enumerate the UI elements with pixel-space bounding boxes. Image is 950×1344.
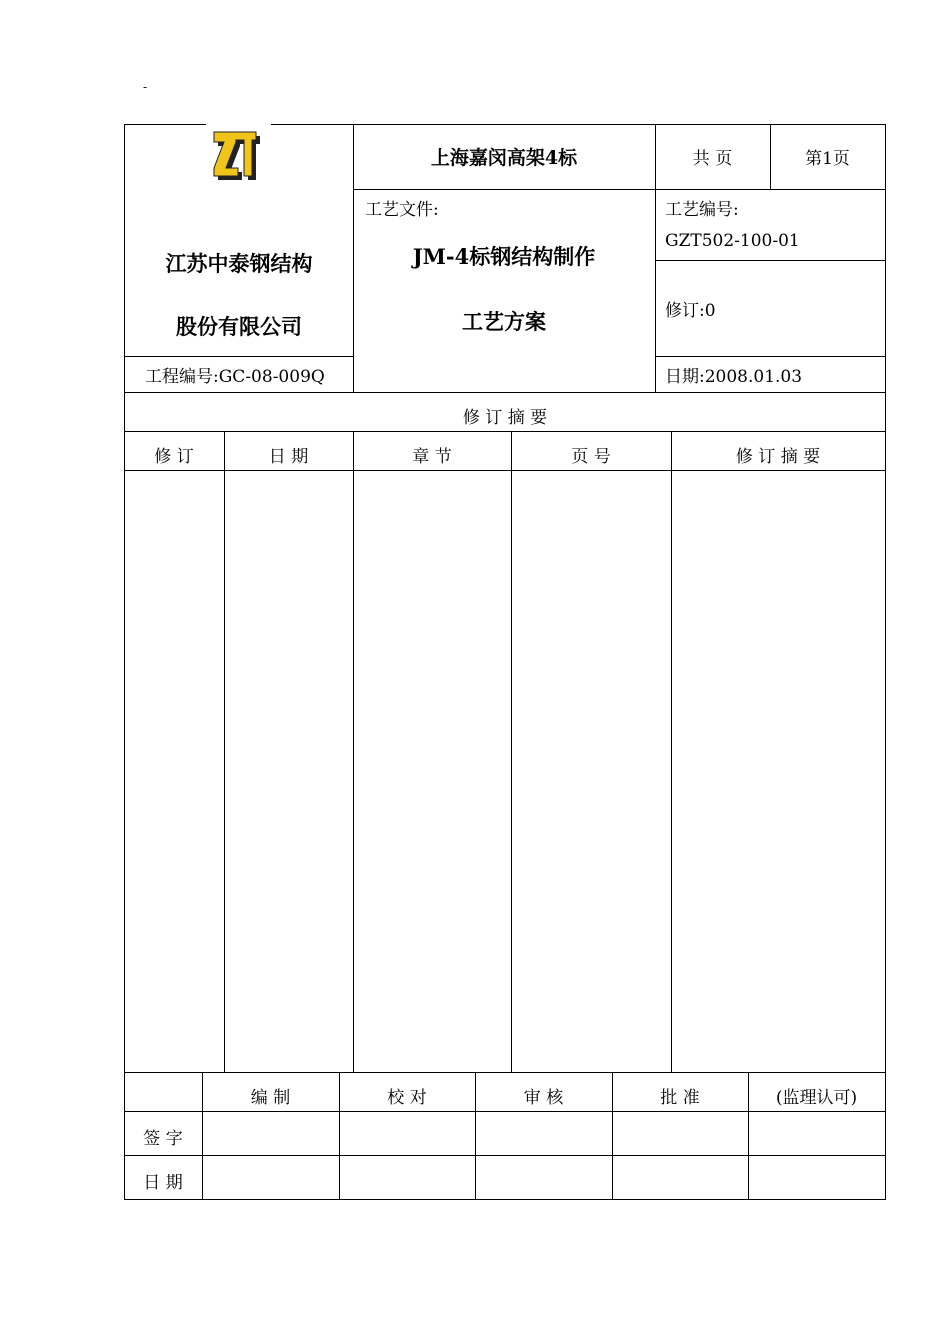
doc-date: 日期:2008.01.03 bbox=[665, 367, 803, 387]
page-total: 共 页 bbox=[692, 149, 733, 169]
col-page: 页 号 bbox=[571, 447, 611, 467]
process-no-label: 工艺编号: bbox=[665, 200, 739, 220]
sign-col-supervisor: (监理认可) bbox=[775, 1088, 858, 1108]
revision-no: 修订:0 bbox=[665, 301, 716, 321]
company-name-line1: 江苏中泰钢结构 bbox=[165, 251, 313, 276]
col-date: 日 期 bbox=[268, 447, 309, 467]
process-no: GZT502-100-01 bbox=[665, 231, 800, 251]
doc-title-line2: 工艺方案 bbox=[462, 309, 546, 334]
project-no: 工程编号:GC-08-009Q bbox=[145, 367, 325, 387]
sign-col-prepared: 编 制 bbox=[250, 1088, 291, 1108]
summary-heading: 修 订 摘 要 bbox=[462, 408, 548, 428]
sign-col-checked: 校 对 bbox=[387, 1088, 427, 1108]
col-revision: 修 订 bbox=[154, 447, 194, 467]
sign-col-reviewed: 审 核 bbox=[523, 1088, 564, 1108]
page-current: 第1页 bbox=[805, 149, 850, 169]
sign-row-signature: 签 字 bbox=[143, 1129, 183, 1149]
col-chapter: 章 节 bbox=[412, 447, 452, 467]
col-summary: 修 订 摘 要 bbox=[735, 447, 821, 467]
sign-col-approved: 批 准 bbox=[660, 1088, 700, 1108]
project-title: 上海嘉闵高架4标 bbox=[430, 147, 578, 169]
sign-row-date: 日 期 bbox=[143, 1173, 183, 1193]
doc-label: 工艺文件: bbox=[365, 200, 439, 220]
header-mark: - bbox=[143, 80, 148, 94]
company-logo-icon bbox=[212, 130, 262, 182]
company-name-line2: 股份有限公司 bbox=[176, 314, 302, 339]
doc-title-line1: JM-4标钢结构制作 bbox=[412, 244, 596, 269]
